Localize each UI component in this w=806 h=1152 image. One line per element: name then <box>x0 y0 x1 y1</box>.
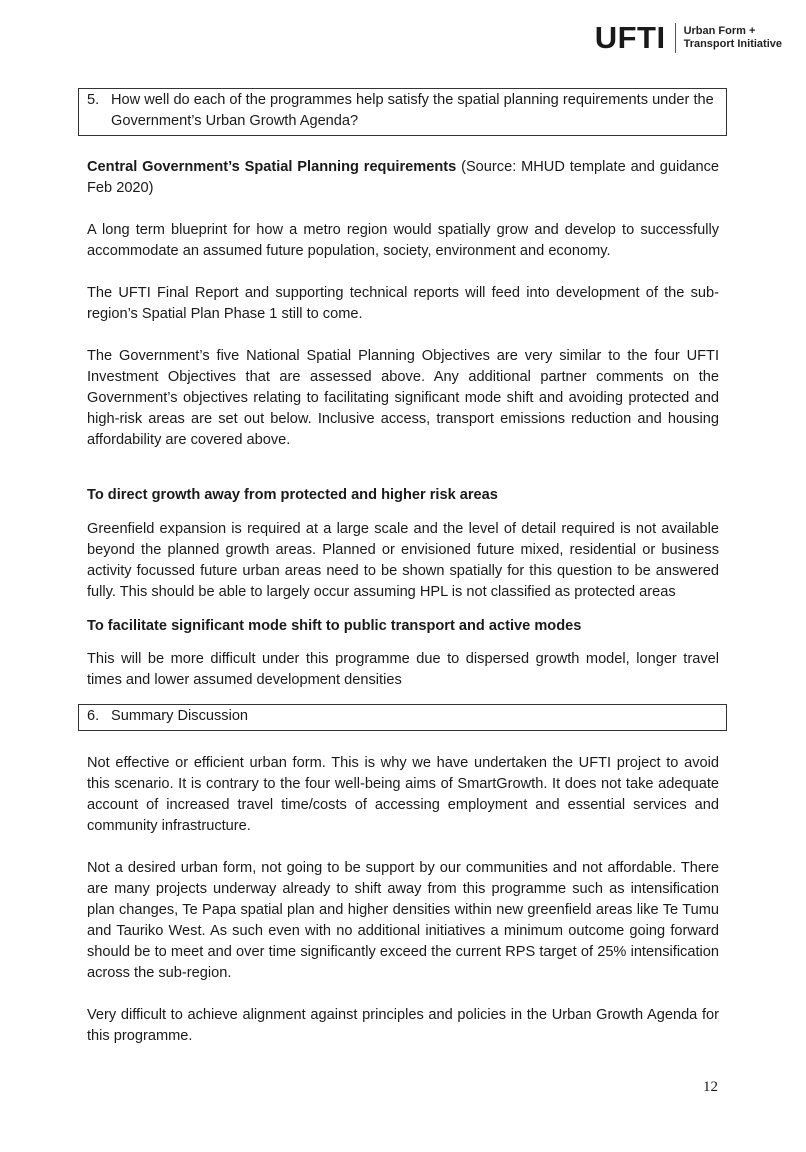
mode-shift-paragraph: This will be more difficult under this programme due to dispersed growth model, longer travel times and lower assumed development densities <box>87 651 719 688</box>
summary-paragraph-3: Very difficult to achieve alignment against principles and policies in the Urban Growth Agenda for this programme. <box>87 1007 719 1044</box>
page-number: 12 <box>703 1079 718 1095</box>
question-5-text: How well do each of the programmes help satisfy the spatial planning requirements under the Government’s Urban Growth Agenda? <box>111 92 714 129</box>
growth-paragraph: Greenfield expansion is required at a large scale and the level of detail required is not available beyond the planned growth areas. Planned or envisioned future mixed, residential or business activity focussed future urban areas need to be shown spatially for this question to be answered fully. This should be able to largely occur assuming HPL is not classified as protected areas <box>87 521 719 600</box>
central-government-heading <box>87 157 719 199</box>
summary-paragraph-2: Not a desired urban form, not going to be support by our communities and not affordable. There are many projects underway already to shift away from this programme such as intensification plan changes, Te Papa spatial plan and higher densities within new greenfield areas like Te Tumu and Tauriko West. As such even with no additional initiatives a minimum outcome going forward should be to meet and over time significantly exceed the current RPS target of 25% intensification across the sub-region. <box>87 860 719 981</box>
page-content <box>87 88 719 1047</box>
ufti-logo <box>595 22 782 53</box>
question-6-text: Summary Discussion <box>111 708 249 724</box>
logo-subtitle-line2: Transport Initiative <box>683 37 782 50</box>
blueprint-paragraph: A long term blueprint for how a metro region would spatially grow and develop to successfully accommodate an assumed future population, society, environment and economy. <box>87 222 719 259</box>
logo-subtitle <box>684 25 782 51</box>
mode-shift-heading: To facilitate significant mode shift to public transport and active modes <box>87 618 582 634</box>
question-5-box <box>78 88 727 136</box>
central-government-heading-source: (Source: MHUD template and guidance Feb 2020) <box>87 159 720 196</box>
logo-mark: UFTI <box>594 20 666 55</box>
logo-divider <box>675 23 676 53</box>
question-6-number: 6. <box>87 708 100 724</box>
logo-subtitle-line1: Urban Form + <box>683 24 756 37</box>
central-government-heading-bold: Central Government’s Spatial Planning requirements <box>87 159 457 175</box>
question-5-number: 5. <box>87 92 100 108</box>
growth-heading: To direct growth away from protected and higher risk areas <box>87 487 498 503</box>
summary-paragraph-1: Not effective or efficient urban form. This is why we have undertaken the UFTI project to avoid this scenario. It is contrary to the four well-being aims of SmartGrowth. It does not take adequate account of increased travel time/costs of accessing employment and essential services and community infrastructure. <box>87 755 719 834</box>
question-6-box <box>78 704 727 731</box>
final-report-paragraph: The UFTI Final Report and supporting technical reports will feed into development of the sub-region’s Spatial Plan Phase 1 still to come. <box>87 285 719 322</box>
objectives-paragraph: The Government’s five National Spatial Planning Objectives are very similar to the four UFTI Investment Objectives that are assessed above. Any additional partner comments on the Government’s objectives relating to facilitating significant mode shift and avoiding protected and high-risk areas are set out below. Inclusive access, transport emissions reduction and housing affordability are covered above. <box>87 348 719 448</box>
